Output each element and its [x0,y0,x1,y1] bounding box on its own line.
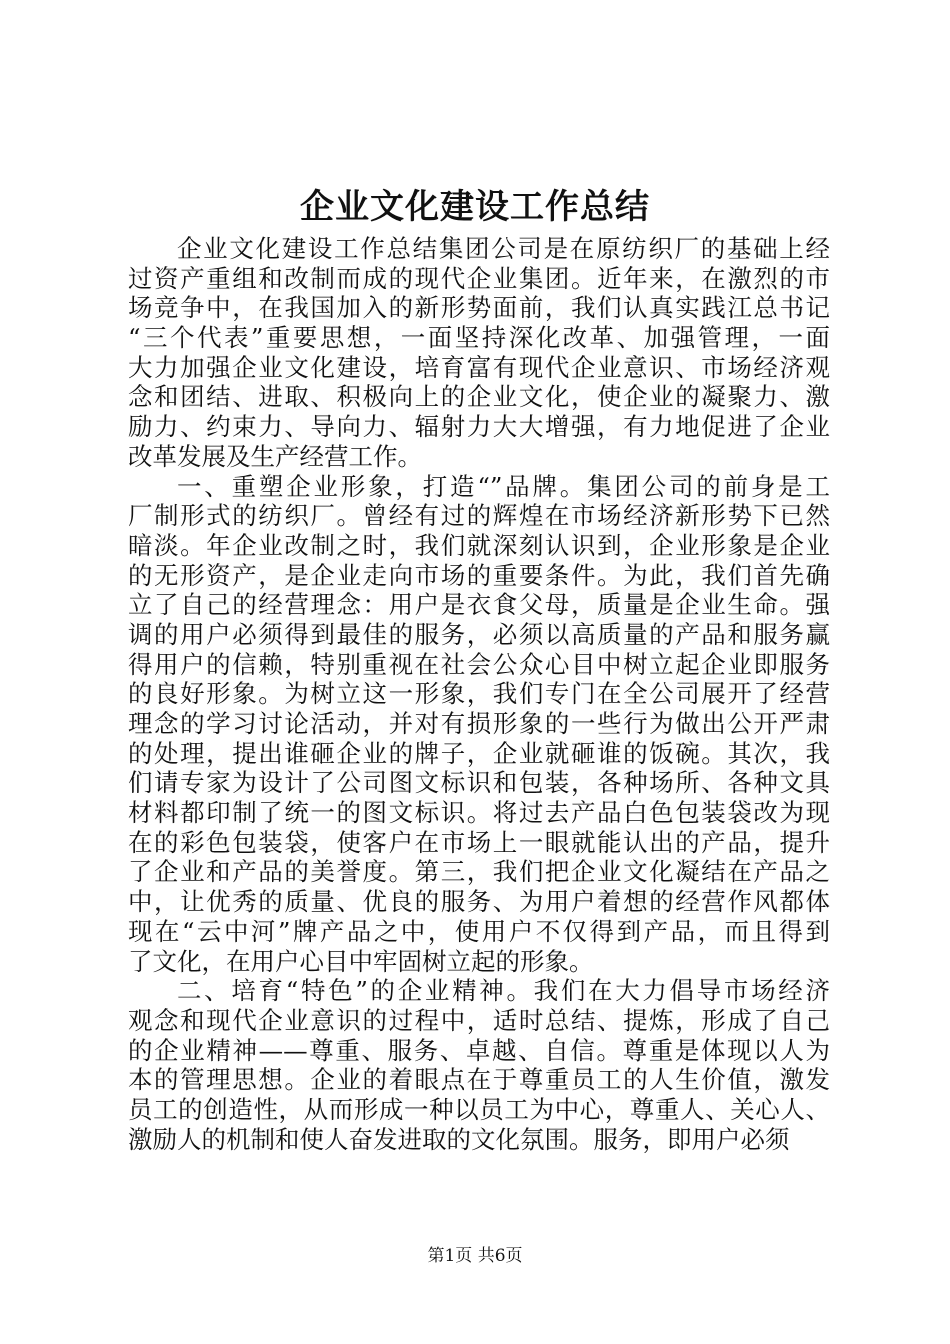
text-line: 材料都印制了统一的图文标识。将过去产品白色包装袋改为现 [128,798,830,828]
text-line: 本的管理思想。企业的着眼点在于尊重员工的人生价值，激发 [128,1065,830,1095]
text-line: 激励人的机制和使人奋发进取的文化氛围。服务，即用户必须 [128,1124,790,1154]
text-line: 的无形资产，是企业走向市场的重要条件。为此，我们首先确 [128,560,830,590]
text-line: 暗淡。年企业改制之时，我们就深刻认识到，企业形象是企业 [128,530,830,560]
text-line: 二、培育“特色”的企业精神。我们在大力倡导市场经济 [177,976,830,1006]
page-number-footer: 第1页 共6页 [427,1246,523,1266]
text-line: 了文化，在用户心目中牢固树立起的形象。 [128,946,594,976]
text-line: 的企业精神——尊重、服务、卓越、自信。尊重是体现以人为 [128,1035,830,1065]
text-line: 励力、约束力、导向力、辐射力大大增强，有力地促进了企业 [128,412,830,442]
document-title: 企业文化建设工作总结 [300,187,650,227]
text-line: 的处理，提出谁砸企业的牌子，企业就砸谁的饭碗。其次，我 [128,738,830,768]
text-line: 在的彩色包装袋，使客户在市场上一眼就能认出的产品，提升 [128,827,830,857]
text-line: 改革发展及生产经营工作。 [128,441,422,471]
text-line: 调的用户必须得到最佳的服务，必须以高质量的产品和服务赢 [128,619,830,649]
text-line: 了企业和产品的美誉度。第三，我们把企业文化凝结在产品之 [128,857,830,887]
paragraph [128,976,830,1154]
text-line: 厂制形式的纺织厂。曾经有过的辉煌在市场经济新形势下已然 [128,501,830,531]
text-line: 的良好形象。为树立这一形象，我们专门在全公司展开了经营 [128,679,830,709]
text-line: 念和团结、进取、积极向上的企业文化，使企业的凝聚力、激 [128,382,830,412]
text-line: 现在“云中河”牌产品之中，使用户不仅得到产品，而且得到 [128,916,830,946]
document-body [128,234,830,1154]
text-line: 场竞争中，在我国加入的新形势面前，我们认真实践江总书记 [128,293,830,323]
text-line: 一、重塑企业形象，打造“”品牌。集团公司的前身是工 [177,471,830,501]
text-line: 观念和现代企业意识的过程中，适时总结、提炼，形成了自己 [128,1005,830,1035]
text-line: 得用户的信赖，特别重视在社会公众心目中树立起企业即服务 [128,649,830,679]
paragraph [128,472,830,977]
paragraph [128,234,830,472]
text-line: 大力加强企业文化建设，培育富有现代企业意识、市场经济观 [128,352,830,382]
text-line: 员工的创造性，从而形成一种以员工为中心，尊重人、关心人、 [128,1094,830,1124]
text-line: 立了自己的经营理念：用户是衣食父母，质量是企业生命。强 [128,590,830,620]
text-line: “三个代表”重要思想，一面坚持深化改革、加强管理，一面 [128,323,830,353]
text-line: 理念的学习讨论活动，并对有损形象的一些行为做出公开严肃 [128,709,830,738]
text-line: 过资产重组和改制而成的现代企业集团。近年来，在激烈的市 [128,263,830,293]
text-line: 们请专家为设计了公司图文标识和包装，各种场所、各种文具 [128,768,830,798]
text-line: 中，让优秀的质量、优良的服务、为用户着想的经营作风都体 [128,887,830,917]
text-line: 企业文化建设工作总结集团公司是在原纺织厂的基础上经 [177,234,830,263]
